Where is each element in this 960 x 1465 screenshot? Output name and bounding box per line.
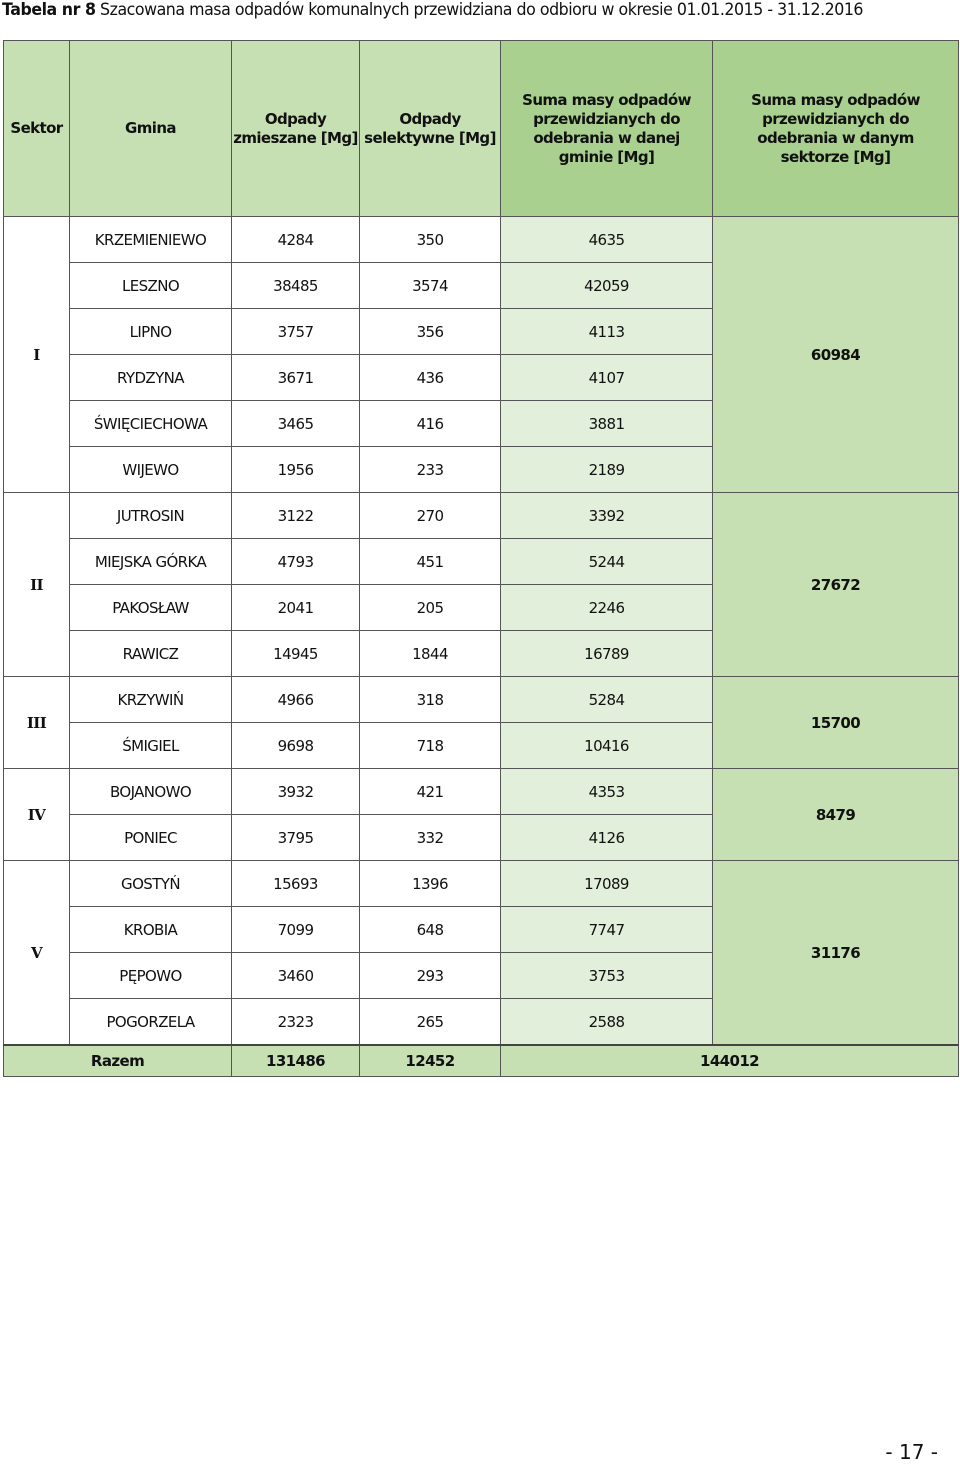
mieszane-value: 38485 [232, 263, 360, 309]
gmina-sum-value: 4126 [501, 815, 713, 861]
gmina-name: LIPNO [70, 309, 232, 355]
total-label: Razem [4, 1045, 232, 1077]
header-row [4, 41, 959, 217]
mieszane-value: 4284 [232, 217, 360, 263]
selektywne-value: 718 [360, 723, 501, 769]
selektywne-value: 1396 [360, 861, 501, 907]
selektywne-value: 293 [360, 953, 501, 999]
gmina-sum-value: 3392 [501, 493, 713, 539]
gmina-sum-value: 10416 [501, 723, 713, 769]
gmina-sum-value: 5244 [501, 539, 713, 585]
mieszane-value: 7099 [232, 907, 360, 953]
sector-sum-value: 60984 [713, 217, 959, 493]
table-row [4, 493, 959, 539]
gmina-name: ŚMIGIEL [70, 723, 232, 769]
mieszane-value: 4793 [232, 539, 360, 585]
gmina-sum-value: 4113 [501, 309, 713, 355]
mieszane-value: 3757 [232, 309, 360, 355]
gmina-name: LESZNO [70, 263, 232, 309]
selektywne-value: 416 [360, 401, 501, 447]
gmina-name: RYDZYNA [70, 355, 232, 401]
mieszane-value: 15693 [232, 861, 360, 907]
mieszane-value: 3460 [232, 953, 360, 999]
total-selektywne: 12452 [360, 1045, 501, 1077]
gmina-name: POGORZELA [70, 999, 232, 1046]
sector-name: V [4, 861, 70, 1046]
total-row [4, 1045, 959, 1077]
selektywne-value: 270 [360, 493, 501, 539]
mieszane-value: 3465 [232, 401, 360, 447]
selektywne-value: 265 [360, 999, 501, 1046]
mieszane-value: 14945 [232, 631, 360, 677]
gmina-sum-value: 16789 [501, 631, 713, 677]
selektywne-value: 451 [360, 539, 501, 585]
header-suma-sektor: Suma masy odpadów przewidzianych do odebrania w danym sektorze [Mg] [713, 41, 959, 217]
sector-name: I [4, 217, 70, 493]
gmina-name: PAKOSŁAW [70, 585, 232, 631]
caption-label: Tabela nr 8 [2, 0, 96, 20]
gmina-name: MIEJSKA GÓRKA [70, 539, 232, 585]
gmina-name: GOSTYŃ [70, 861, 232, 907]
sector-sum-value: 31176 [713, 861, 959, 1046]
selektywne-value: 205 [360, 585, 501, 631]
gmina-sum-value: 3753 [501, 953, 713, 999]
sector-sum-value: 8479 [713, 769, 959, 861]
mieszane-value: 2041 [232, 585, 360, 631]
gmina-sum-value: 2189 [501, 447, 713, 493]
gmina-sum-value: 17089 [501, 861, 713, 907]
selektywne-value: 648 [360, 907, 501, 953]
gmina-sum-value: 4107 [501, 355, 713, 401]
selektywne-value: 436 [360, 355, 501, 401]
selektywne-value: 3574 [360, 263, 501, 309]
gmina-name: ŚWIĘCIECHOWA [70, 401, 232, 447]
gmina-name: RAWICZ [70, 631, 232, 677]
total-mieszane: 131486 [232, 1045, 360, 1077]
table-row [4, 677, 959, 723]
page-number: - 17 - [885, 1440, 938, 1464]
gmina-name: PONIEC [70, 815, 232, 861]
total-suma: 144012 [501, 1045, 959, 1077]
selektywne-value: 356 [360, 309, 501, 355]
gmina-name: KRZEMIENIEWO [70, 217, 232, 263]
header-sektor: Sektor [4, 41, 70, 217]
mieszane-value: 3932 [232, 769, 360, 815]
table-row [4, 769, 959, 815]
mieszane-value: 4966 [232, 677, 360, 723]
selektywne-value: 233 [360, 447, 501, 493]
selektywne-value: 350 [360, 217, 501, 263]
gmina-name: PĘPOWO [70, 953, 232, 999]
selektywne-value: 421 [360, 769, 501, 815]
table-row [4, 861, 959, 907]
sector-name: III [4, 677, 70, 769]
selektywne-value: 1844 [360, 631, 501, 677]
caption-text: Szacowana masa odpadów komunalnych przewidziana do odbioru w okresie 01.01.2015 - 31.12.2016 [95, 0, 864, 20]
mieszane-value: 3795 [232, 815, 360, 861]
gmina-sum-value: 42059 [501, 263, 713, 309]
selektywne-value: 318 [360, 677, 501, 723]
gmina-sum-value: 4635 [501, 217, 713, 263]
gmina-sum-value: 2588 [501, 999, 713, 1046]
header-suma-gmina: Suma masy odpadów przewidzianych do odebrania w danej gminie [Mg] [501, 41, 713, 217]
selektywne-value: 332 [360, 815, 501, 861]
sector-name: II [4, 493, 70, 677]
table-caption [2, 0, 863, 20]
gmina-sum-value: 4353 [501, 769, 713, 815]
gmina-sum-value: 3881 [501, 401, 713, 447]
gmina-name: KRZYWIŃ [70, 677, 232, 723]
table-row [4, 217, 959, 263]
sector-sum-value: 15700 [713, 677, 959, 769]
gmina-name: WIJEWO [70, 447, 232, 493]
mieszane-value: 1956 [232, 447, 360, 493]
gmina-sum-value: 7747 [501, 907, 713, 953]
mieszane-value: 3671 [232, 355, 360, 401]
gmina-sum-value: 5284 [501, 677, 713, 723]
gmina-name: BOJANOWO [70, 769, 232, 815]
header-mieszane: Odpady zmieszane [Mg] [232, 41, 360, 217]
mieszane-value: 2323 [232, 999, 360, 1046]
sector-name: IV [4, 769, 70, 861]
gmina-name: KROBIA [70, 907, 232, 953]
gmina-sum-value: 2246 [501, 585, 713, 631]
sector-sum-value: 27672 [713, 493, 959, 677]
mieszane-value: 9698 [232, 723, 360, 769]
header-selektywne: Odpady selektywne [Mg] [360, 41, 501, 217]
waste-table [3, 40, 959, 1077]
header-gmina: Gmina [70, 41, 232, 217]
mieszane-value: 3122 [232, 493, 360, 539]
gmina-name: JUTROSIN [70, 493, 232, 539]
